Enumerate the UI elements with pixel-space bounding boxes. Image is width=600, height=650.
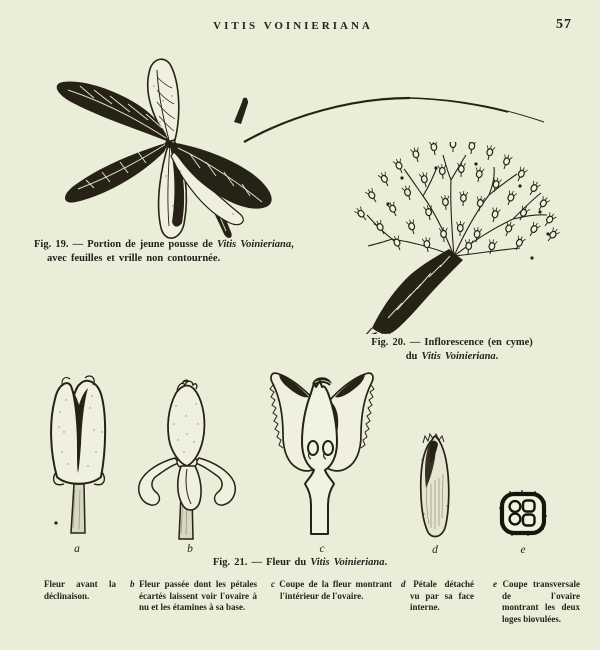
fig20-caption-suffix: . [495, 350, 499, 362]
part-caption-c-letter: c [271, 579, 275, 589]
fig20-caption-line2: du [405, 350, 418, 362]
part-caption-a [44, 579, 116, 602]
fig19-caption [34, 238, 305, 266]
part-caption-b-letter: b [130, 579, 135, 589]
fig21-caption-suffix: . [384, 557, 388, 568]
flower-e-ovary-section-illustration [498, 488, 548, 540]
fig19-species-name: Vitis Voinieriana [216, 239, 292, 250]
part-caption-c [271, 579, 392, 602]
page-title: VITIS VOINIERIANA [213, 20, 373, 32]
part-caption-b-text: Fleur passée dont les pétales écartés laissent voir l'ovaire à nu et les étamines à sa base. [139, 579, 257, 613]
flower-d-petal-illustration [413, 430, 455, 544]
fig21-caption-label: Fig. 21. [212, 557, 248, 568]
fig19-caption-suffix: , avec feuilles et vrille non contournée. [47, 239, 294, 264]
part-caption-d-letter: d [401, 579, 406, 589]
part-caption-c-text: Coupe de la fleur montrant l'intérieur de l'ovaire. [279, 579, 392, 601]
part-caption-e [493, 579, 580, 626]
part-caption-a-text: Fleur avant la déclinaison. [44, 579, 116, 601]
fig19-caption-label: Fig. 19. [34, 239, 69, 250]
part-label-b: b [187, 543, 193, 555]
part-label-a: a [74, 543, 80, 555]
page-number: 57 [556, 17, 572, 32]
fig19-caption-dash: — [72, 239, 84, 250]
fig20-inflorescence-illustration [336, 142, 568, 334]
part-caption-d-text: Pétale détaché vu par sa face interne. [410, 579, 474, 613]
part-label-d: d [432, 544, 438, 556]
flower-a-illustration [44, 372, 116, 544]
fig21-caption-dash: — [251, 557, 262, 568]
part-caption-e-letter: e [493, 579, 497, 589]
part-caption-e-text: Coupe transversale de l'ovaire montrant les deux loges biovulées. [502, 579, 580, 625]
part-label-e: e [520, 544, 526, 556]
fig21-caption [0, 556, 600, 570]
fig20-caption-dash: — [409, 337, 421, 348]
fig20-caption-label: Fig. 20. [371, 337, 406, 348]
fig20-species-name: Vitis Voinieriana [421, 350, 496, 362]
part-caption-b [130, 579, 257, 614]
fig20-caption [338, 336, 566, 364]
fig20-caption-line1: Inflorescence (en cyme) [424, 337, 533, 348]
fig21-species-name: Vitis Voinieriana [310, 557, 385, 568]
flower-b-illustration [134, 376, 238, 546]
part-label-c: c [319, 543, 325, 555]
fig19-caption-text: Portion de jeune pousse de [87, 239, 213, 250]
part-caption-d [401, 579, 474, 614]
fig21-caption-text: Fleur du [266, 557, 307, 568]
flower-c-illustration [268, 371, 376, 544]
